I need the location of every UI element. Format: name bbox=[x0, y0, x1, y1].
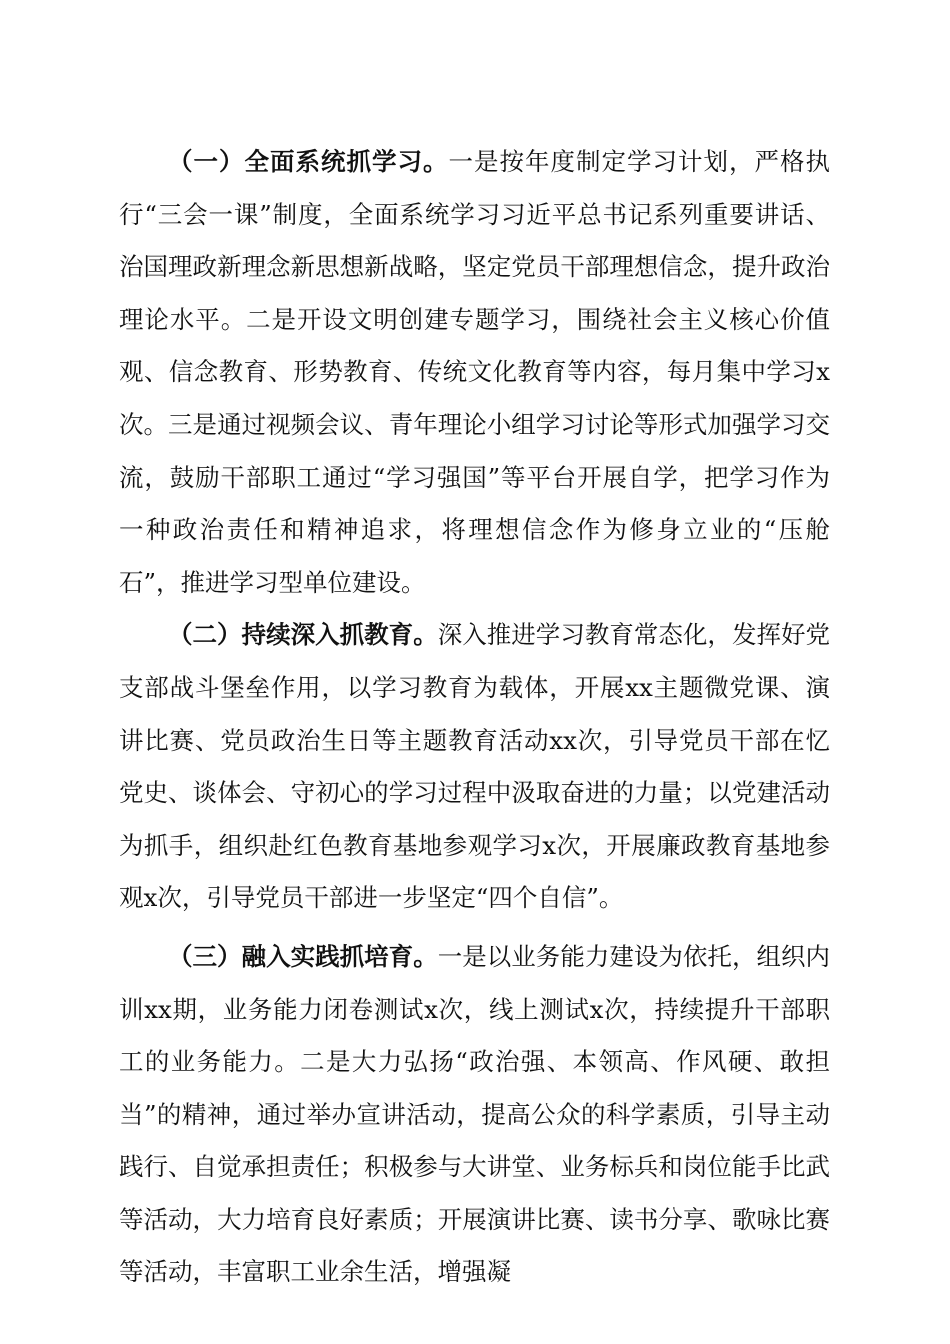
section-3-text: 一是以业务能力建设为依托，组织内训xx期，业务能力闭卷测试x次，线上测试x次，持续提升干部职工的业务能力。二是大力弘扬“政治强、本领高、作风硬、敢担当”的精神，通过举办宣讲活动，提高公众的科学素质，引导主动践行、自觉承担责任；积极参与大讲堂、业务标兵和岗位能手比武等活动，大力培育良好素质；开展演讲比赛、读书分享、歌咏比赛等活动，丰富职工业余生活，增强凝 bbox=[119, 941, 831, 1287]
section-1-text: 一是按年度制定学习计划，严格执行“三会一课”制度，全面系统学习习近平总书记系列重要讲话、治国理政新理念新思想新战略，坚定党员干部理想信念，提升政治理论水平。二是开设文明创建专题学习，围绕社会主义核心价值观、信念教育、形势教育、传统文化教育等内容，每月集中学习x次。三是通过视频会议、青年理论小组学习讨论等形式加强学习交流，鼓励干部职工通过“学习强国”等平台开展自学，把学习作为一种政治责任和精神追求，将理想信念作为修身立业的“压舱石”，推进学习型单位建设。 bbox=[119, 147, 830, 597]
document-body bbox=[119, 136, 830, 1299]
section-1-heading: （一）全面系统抓学习。 bbox=[168, 147, 449, 176]
section-2-heading: （二）持续深入抓教育。 bbox=[168, 620, 438, 650]
section-2-paragraph bbox=[119, 609, 830, 925]
section-2-text: 深入推进学习教育常态化，发挥好党支部战斗堡垒作用，以学习教育为载体，开展xx主题微党课、演讲比赛、党员政治生日等主题教育活动xx次，引导党员干部在忆党史、谈体会、守初心的学习过程中汲取奋进的力量；以党建活动为抓手，组织赴红色教育基地参观学习x次，开展廉政教育基地参观x次，引导党员干部进一步坚定“四个自信”。 bbox=[119, 620, 831, 913]
section-3-paragraph bbox=[119, 931, 830, 1299]
section-1-paragraph bbox=[119, 136, 830, 609]
section-3-heading: （三）融入实践抓培育。 bbox=[168, 941, 438, 971]
